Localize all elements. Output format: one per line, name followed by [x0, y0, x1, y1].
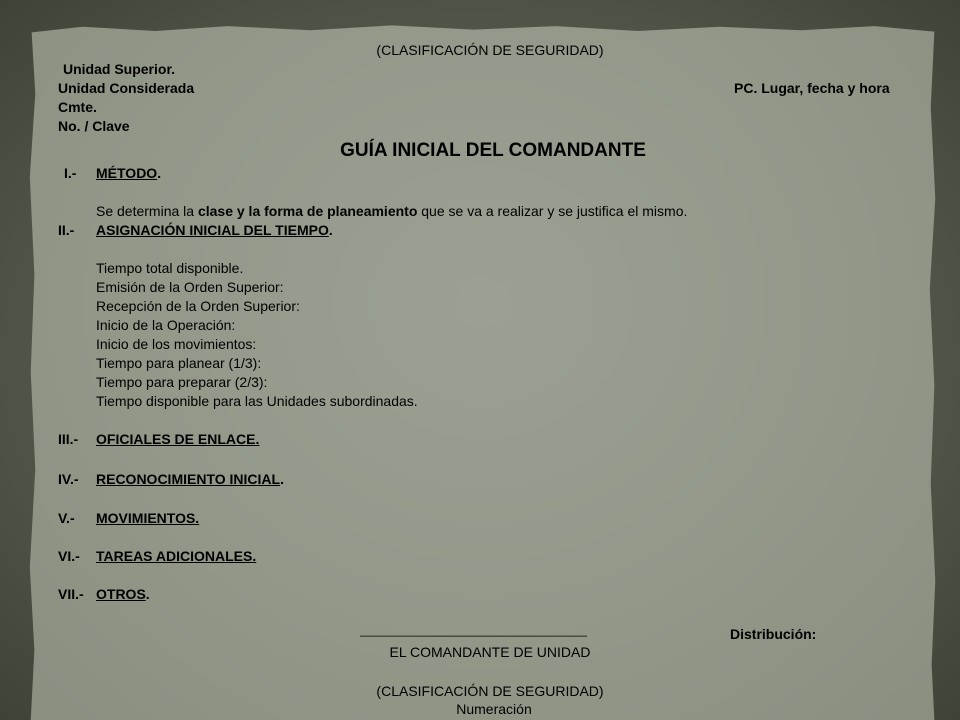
- time-item: Emisión de la Orden Superior:: [96, 279, 284, 295]
- section-6-number: VI.-: [58, 548, 80, 564]
- section-7-number: VII.-: [58, 586, 84, 602]
- pc-lugar-fecha-hora: PC. Lugar, fecha y hora: [734, 80, 890, 96]
- no-clave: No. / Clave: [58, 118, 130, 134]
- section-4-label: RECONOCIMIENTO INICIAL: [96, 471, 281, 487]
- time-item: Inicio de los movimientos:: [96, 336, 257, 352]
- unidad-considerada: Unidad Considerada: [58, 80, 195, 96]
- section-4-number: IV.-: [58, 471, 79, 487]
- time-item: Tiempo para planear (1/3):: [96, 355, 262, 371]
- section-5-number: V.-: [58, 510, 75, 526]
- section-4-heading: [96, 471, 284, 487]
- section-1-text: [96, 203, 687, 219]
- section-1-label: MÉTODO: [96, 165, 158, 181]
- section-7-label: OTROS: [96, 586, 146, 602]
- section-3-label: OFICIALES DE ENLACE.: [96, 431, 260, 447]
- section-1-number: I.-: [64, 165, 77, 181]
- section-1-heading: [96, 165, 161, 181]
- page-title: GUÍA INICIAL DEL COMANDANTE: [340, 140, 646, 161]
- section-2-number: II.-: [58, 222, 75, 238]
- section-1-text-bold: clase y la forma de planeamiento: [197, 203, 418, 219]
- time-item: Tiempo disponible para las Unidades subordinadas.: [96, 393, 418, 409]
- section-2-label: ASIGNACIÓN INICIAL DEL TIEMPO: [96, 222, 329, 238]
- distribucion-label: Distribución:: [730, 626, 817, 642]
- section-2-suffix: .: [328, 222, 333, 238]
- section-1-text-pre: Se determina la: [96, 203, 198, 219]
- section-2-heading: [96, 222, 333, 238]
- section-4-suffix: .: [280, 471, 284, 487]
- section-1-suffix: .: [157, 165, 162, 181]
- numeracion: Numeración: [456, 701, 532, 717]
- classification-bottom: (CLASIFICACIÓN DE SEGURIDAD): [376, 683, 604, 699]
- cmte: Cmte.: [58, 99, 97, 115]
- classification-top: (CLASIFICACIÓN DE SEGURIDAD): [376, 42, 604, 58]
- time-item: Recepción de la Orden Superior:: [96, 298, 300, 314]
- section-5-label: MOVIMIENTOS.: [96, 510, 200, 526]
- section-7-suffix: .: [145, 586, 150, 602]
- comandante-signature: EL COMANDANTE DE UNIDAD: [389, 644, 591, 660]
- section-6-label: TAREAS ADICIONALES.: [96, 548, 257, 564]
- section-7-heading: [96, 586, 150, 602]
- time-item: Tiempo total disponible.: [96, 260, 244, 276]
- section-1-text-post: que se va a realizar y se justifica el mismo.: [417, 203, 688, 219]
- section-3-number: III.-: [58, 431, 79, 447]
- time-item: Inicio de la Operación:: [96, 317, 236, 333]
- paper-background: [28, 24, 938, 720]
- time-item: Tiempo para preparar (2/3):: [96, 374, 268, 390]
- unidad-superior: Unidad Superior.: [63, 61, 176, 77]
- signature-line: __________________________________: [360, 623, 587, 637]
